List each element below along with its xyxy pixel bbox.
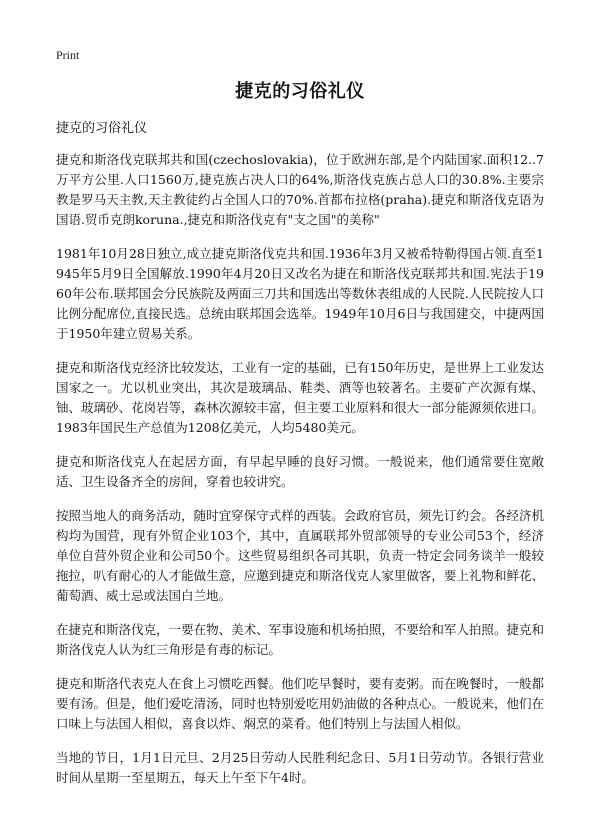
- paragraph-holidays: 当地的节日，1月1日元旦、2月25日劳动人民胜利纪念日、5月1日劳动节。各银行营业时间从星期一至星期五，每天上午至下午4时。: [56, 750, 544, 785]
- paragraph-history: 1981年10月28日独立,成立捷克斯洛伐克共和国.1936年3月又被希特勒得国占领.直至1945年5月9日全国解放.1990年4月20日又改名为捷在和斯洛伐克联邦共和国.宪法于1960年公布.联邦国会分民族院及两面三刀共和国选出等数休表组成的人民院.人民院按人口比例分配席位,直接民选。总统由联邦国会选举。1949年10月6日与我国建交，中捷两国于1950年建立贸易关系。: [56, 246, 544, 341]
- paragraph-food: 捷克和斯洛代表克人在食上习惯吃西餐。他们吃早餐时，要有麦粥。而在晚餐时，一般都要有汤。但是，他们爱吃清汤，同时也特别爱吃用奶油做的各种点心。一般说来，他们在口味上与法国人相似，喜食以炸、焖烹的菜肴。他们特别上与法国人相似。: [56, 676, 544, 731]
- paragraph-business: 按照当地人的商务活动，随时宜穿保守式样的西装。会政府官员，须先订约会。各经济机构均为国营，现有外贸企业103个，其中，直属联邦外贸部领导的专业公司53个，经济单位自营外贸企业和公司50个。这些贸易组织各司其职，负责一特定会同务谈羊一般较拖拉，叭有耐心的人才能做生意，应邀到捷克和斯洛伐克人家里做客，要上礼物和鲜花、葡萄酒、威士忌或法国白兰地。: [56, 508, 544, 603]
- print-link[interactable]: Print: [56, 48, 80, 62]
- paragraph-overview: 捷克和斯洛伐克联邦共和国(czechoslovakia)，位于欧洲东部,是个内陆国家.面积12..7万平方公里.人口1560万,捷克族占决人口的64%,斯洛伐克族占总人口的30.8%.主要宗教是罗马天主教,天主教徒约占全国人口的70%.首都布拉格(praha).捷克和斯洛伐克语为国语.贸币克朗koruna.,捷克和斯洛伐克有"支之国"的美称": [56, 152, 544, 227]
- paragraph-economy: 捷克和斯洛伐克经济比较发达，工业有一定的基础，已有150年历史，是世界上工业发达国家之一。尤以机业突出，其次是玻璃品、鞋类、酒等也较著名。主要矿产次源有煤、铀、玻璃砂、花岗岩等，森林次源较丰富，但主要工业原料和很大一部分能源须依进口。1983年国民生产总值为1208亿美元，人均5480美元。: [56, 360, 544, 435]
- page-title: 捷克的习俗礼仪: [235, 81, 365, 102]
- paragraph-taboos: 在捷克和斯洛伐克，一要在物、美术、军事设施和机场拍照，不要给和军人拍照。捷克和斯洛伐克人认为红三角形是有毒的标记。: [56, 622, 544, 657]
- article-subtitle: 捷克的习俗礼仪: [56, 121, 148, 136]
- paragraph-daily-life: 捷克和斯洛伐克人在起居方面，有早起早睡的良好习惯。一般说来，他们通常要住宽敞适、卫生设备齐全的房间，穿着也较讲究。: [56, 454, 544, 489]
